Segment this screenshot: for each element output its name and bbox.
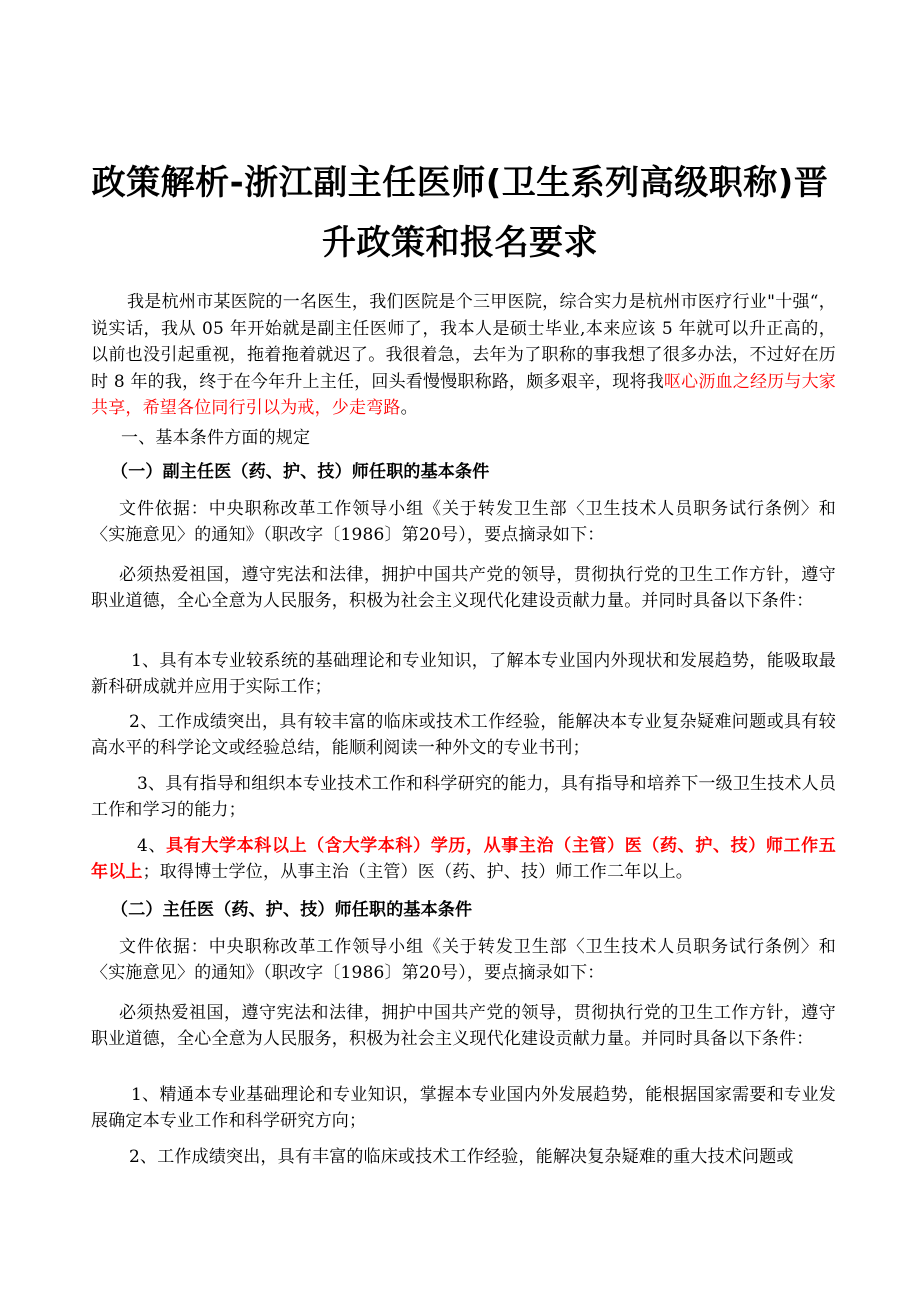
condition-item-1-4 [91, 833, 836, 885]
general-paragraph-1: 必须热爱祖国，遵守宪法和法律，拥护中国共产党的领导，贯彻执行党的卫生工作方针，遵守职业道德，全心全意为人民服务，积极为社会主义现代化建设贡献力量。并同时具备以下条件： [91, 565, 836, 611]
highlight-requirement: 具有大学本科以上（含大学本科）学历，从事主治（主管）医（药、护、技）师工作五年以上 [91, 836, 836, 882]
condition-item-2-2: 2、工作成绩突出，具有丰富的临床或技术工作经验，能解决复杂疑难的重大技术问题或 [129, 1147, 794, 1167]
basis-paragraph-2: 文件依据：中央职称改革工作领导小组《关于转发卫生部〈卫生技术人员职务试行条例〉和〈实施意见〉的通知》（职改字〔1986〕第20号），要点摘录如下： [91, 937, 836, 983]
document-title: 政策解析-浙江副主任医师(卫生系列高级职称)晋升政策和报名要求 [91, 163, 829, 263]
condition-item-1-2: 2、工作成绩突出，具有较丰富的临床或技术工作经验，能解决本专业复杂疑难问题或具有较高水平的科学论文或经验总结，能顺利阅读一种外文的专业书刊； [91, 712, 836, 758]
intro-highlight-text: 呕心沥血之经历与大家共享，希望各位同行引以为戒，少走弯路 [91, 371, 837, 418]
subsection-heading-1: （一）副主任医（药、护、技）师任职的基本条件 [111, 462, 490, 482]
intro-text: 我是杭州市某医院的一名医生，我们医院是个三甲医院，综合实力是杭州市医疗行业"十强“，说实话，我从 05 年开始就是副主任医师了，我本人是硕士毕业,本来应该 5 年就可以升正高的，以前也没引起重视，拖着拖着就迟了。我很着急，去年为了职称的事我想了很多办法，不过好在历时 8 年的我，终于在今年升上主任，回头看慢慢职称路，颇多艰辛，现将我 [91, 292, 836, 392]
condition-item-1-1: 1、具有本专业较系统的基础理论和专业知识，了解本专业国内外现状和发展趋势，能吸取最新科研成就并应用于实际工作； [91, 651, 836, 697]
general-paragraph-2: 必须热爱祖国，遵守宪法和法律，拥护中国共产党的领导，贯彻执行党的卫生工作方针，遵守职业道德，全心全意为人民服务，积极为社会主义现代化建设贡献力量。并同时具备以下条件： [91, 1003, 836, 1049]
intro-end-text: 。 [400, 398, 418, 418]
item-number: 4、 [137, 836, 167, 856]
subsection-heading-2: （二）主任医（药、护、技）师任职的基本条件 [111, 900, 473, 920]
condition-item-2-1: 1、精通本专业基础理论和专业知识，掌握本专业国内外发展趋势，能根据国家需要和专业发展确定本专业工作和科学研究方向； [91, 1085, 836, 1131]
basis-paragraph-1: 文件依据：中央职称改革工作领导小组《关于转发卫生部〈卫生技术人员职务试行条例〉和〈实施意见〉的通知》（职改字〔1986〕第20号），要点摘录如下： [91, 499, 836, 545]
section-heading: 一、基本条件方面的规定 [121, 428, 311, 448]
intro-paragraph [91, 289, 836, 422]
item-rest-text: ；取得博士学位，从事主治（主管）医（药、护、技）师工作二年以上。 [142, 862, 694, 882]
condition-item-1-3: 3、具有指导和组织本专业技术工作和科学研究的能力，具有指导和培养下一级卫生技术人员工作和学习的能力； [91, 774, 837, 820]
